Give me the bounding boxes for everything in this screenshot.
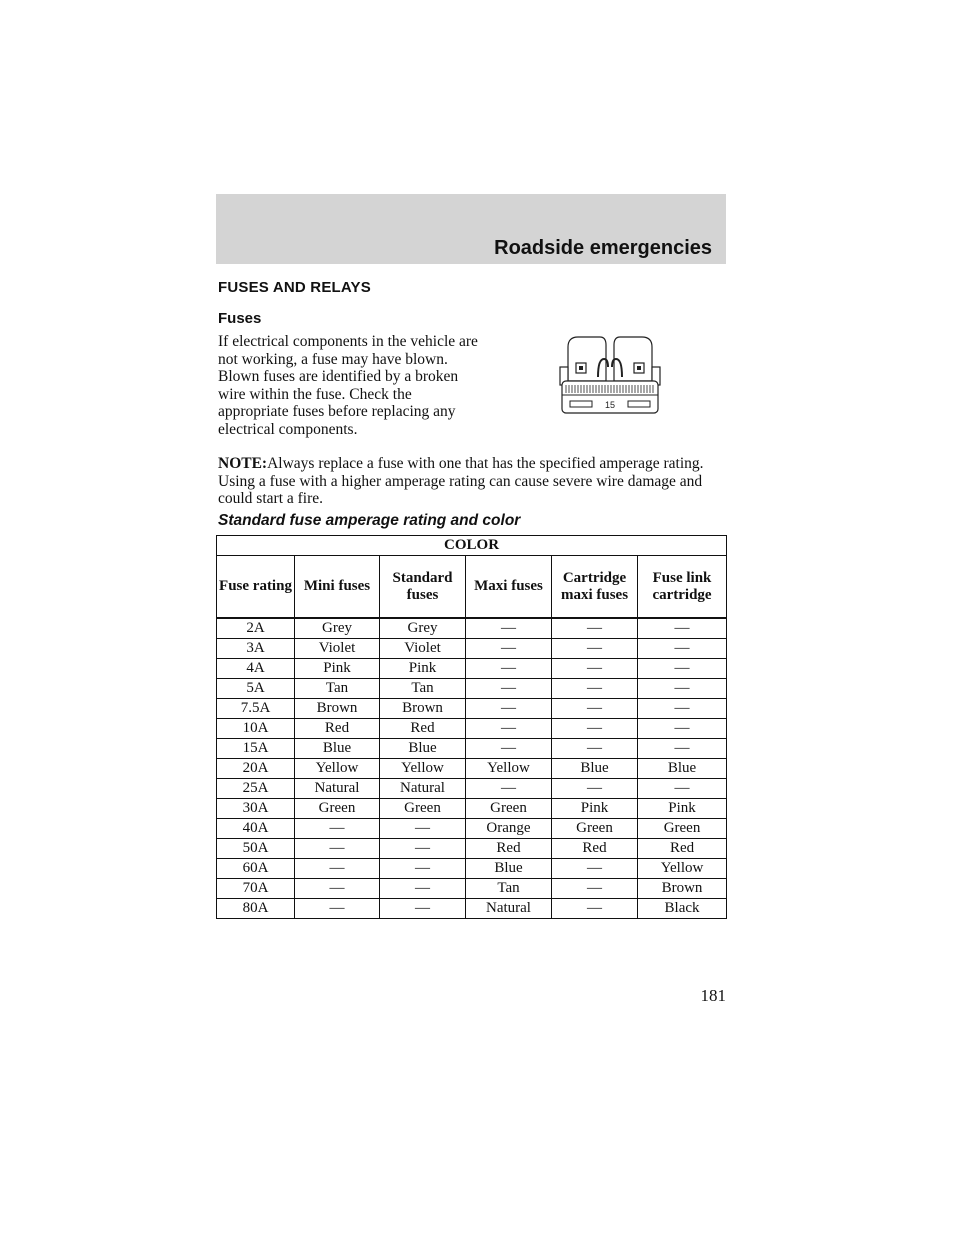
table-cell: Green bbox=[380, 799, 466, 819]
table-cell: — bbox=[295, 899, 380, 919]
column-header: Fuse link cartridge bbox=[638, 556, 727, 619]
table-row bbox=[217, 618, 727, 639]
table-cell: Violet bbox=[380, 639, 466, 659]
table-column-headers bbox=[217, 556, 727, 619]
table-cell: — bbox=[552, 739, 638, 759]
table-cell: — bbox=[552, 899, 638, 919]
table-cell: 7.5A bbox=[217, 699, 295, 719]
header-band bbox=[216, 194, 726, 264]
table-cell: 40A bbox=[217, 819, 295, 839]
table-cell: 70A bbox=[217, 879, 295, 899]
table-cell: Pink bbox=[295, 659, 380, 679]
table-cell: — bbox=[638, 679, 727, 699]
table-cell: — bbox=[552, 639, 638, 659]
table-cell: — bbox=[380, 859, 466, 879]
table-cell: — bbox=[552, 618, 638, 639]
table-cell: — bbox=[295, 859, 380, 879]
table-cell: 3A bbox=[217, 639, 295, 659]
table-cell: 60A bbox=[217, 859, 295, 879]
table-cell: — bbox=[466, 659, 552, 679]
table-cell: Blue bbox=[466, 859, 552, 879]
header-title: Roadside emergencies bbox=[494, 237, 712, 259]
table-cell: Blue bbox=[552, 759, 638, 779]
table-cell: — bbox=[638, 739, 727, 759]
note-text: Always replace a fuse with one that has the specified amperage rating. Using a fuse with a higher amperage rating can cause severe wire damage and could start a fire. bbox=[218, 455, 704, 507]
table-cell: — bbox=[380, 839, 466, 859]
table-cell: Green bbox=[466, 799, 552, 819]
table-cell: — bbox=[295, 839, 380, 859]
table-cell: — bbox=[466, 719, 552, 739]
table-cell: Green bbox=[295, 799, 380, 819]
table-cell: Black bbox=[638, 899, 727, 919]
fuse-rating-label: 15 bbox=[604, 400, 616, 410]
column-header: Mini fuses bbox=[295, 556, 380, 619]
table-cell: — bbox=[380, 879, 466, 899]
table-cell: Red bbox=[638, 839, 727, 859]
fuses-intro: If electrical components in the vehicle are not working, a fuse may have blown. Blown fuses are identified by a broken wire within the fuse. Check the appropriate fuses before replacing any electrical components. bbox=[218, 333, 478, 438]
table-row bbox=[217, 839, 727, 859]
table-group-header: COLOR bbox=[217, 536, 727, 556]
table-cell: — bbox=[295, 819, 380, 839]
table-cell: 20A bbox=[217, 759, 295, 779]
table-cell: Pink bbox=[380, 659, 466, 679]
table-cell: — bbox=[638, 618, 727, 639]
column-header: Fuse rating bbox=[217, 556, 295, 619]
table-cell: Red bbox=[466, 839, 552, 859]
table-cell: 10A bbox=[217, 719, 295, 739]
table-cell: — bbox=[466, 639, 552, 659]
table-cell: — bbox=[638, 779, 727, 799]
table-body bbox=[217, 618, 727, 919]
table-row bbox=[217, 879, 727, 899]
table-cell: — bbox=[552, 719, 638, 739]
table-row bbox=[217, 679, 727, 699]
table-cell: Tan bbox=[380, 679, 466, 699]
table-cell: Yellow bbox=[380, 759, 466, 779]
note-paragraph bbox=[218, 455, 728, 508]
table-cell: — bbox=[552, 879, 638, 899]
fuses-heading: Fuses bbox=[218, 310, 262, 327]
table-cell: Blue bbox=[380, 739, 466, 759]
table-row bbox=[217, 819, 727, 839]
table-cell: Natural bbox=[380, 779, 466, 799]
column-header: Cartridge maxi fuses bbox=[552, 556, 638, 619]
table-cell: — bbox=[638, 719, 727, 739]
table-cell: — bbox=[638, 699, 727, 719]
table-cell: 2A bbox=[217, 618, 295, 639]
table-row bbox=[217, 699, 727, 719]
table-cell: Green bbox=[552, 819, 638, 839]
table-cell: — bbox=[552, 699, 638, 719]
fuse-color-table bbox=[216, 535, 727, 919]
table-cell: Orange bbox=[466, 819, 552, 839]
table-row bbox=[217, 899, 727, 919]
table-cell: — bbox=[638, 639, 727, 659]
table-cell: Brown bbox=[295, 699, 380, 719]
table-cell: Tan bbox=[295, 679, 380, 699]
table-cell: Blue bbox=[638, 759, 727, 779]
table-row bbox=[217, 739, 727, 759]
table-cell: — bbox=[552, 779, 638, 799]
table-cell: Red bbox=[552, 839, 638, 859]
table-cell: 15A bbox=[217, 739, 295, 759]
table-row bbox=[217, 759, 727, 779]
table-row bbox=[217, 779, 727, 799]
table-cell: Red bbox=[295, 719, 380, 739]
table-cell: — bbox=[380, 899, 466, 919]
table-cell: Grey bbox=[380, 618, 466, 639]
table-cell: — bbox=[466, 679, 552, 699]
table-cell: — bbox=[552, 859, 638, 879]
page-number: 181 bbox=[700, 986, 726, 1005]
table-cell: Yellow bbox=[295, 759, 380, 779]
table-cell: — bbox=[295, 879, 380, 899]
table-cell: Tan bbox=[466, 879, 552, 899]
table-row bbox=[217, 719, 727, 739]
table-cell: Brown bbox=[638, 879, 727, 899]
table-cell: Yellow bbox=[638, 859, 727, 879]
table-cell: Red bbox=[380, 719, 466, 739]
section-heading: FUSES AND RELAYS bbox=[218, 279, 371, 296]
table-cell: 5A bbox=[217, 679, 295, 699]
table-cell: 25A bbox=[217, 779, 295, 799]
table-cell: Grey bbox=[295, 618, 380, 639]
table-cell: — bbox=[552, 679, 638, 699]
table-row bbox=[217, 859, 727, 879]
table-cell: Pink bbox=[638, 799, 727, 819]
table-cell: 50A bbox=[217, 839, 295, 859]
table-caption: Standard fuse amperage rating and color bbox=[218, 512, 521, 529]
table-cell: 30A bbox=[217, 799, 295, 819]
table-cell: Natural bbox=[466, 899, 552, 919]
table-cell: Brown bbox=[380, 699, 466, 719]
table-cell: 80A bbox=[217, 899, 295, 919]
blown-fuse-icon bbox=[558, 333, 662, 419]
table-cell: — bbox=[552, 659, 638, 679]
table-row bbox=[217, 639, 727, 659]
table-cell: — bbox=[466, 618, 552, 639]
table-row bbox=[217, 659, 727, 679]
table-cell: Green bbox=[638, 819, 727, 839]
table-cell: — bbox=[638, 659, 727, 679]
column-header: Maxi fuses bbox=[466, 556, 552, 619]
table-cell: — bbox=[466, 779, 552, 799]
table-cell: Yellow bbox=[466, 759, 552, 779]
table-cell: Violet bbox=[295, 639, 380, 659]
column-header: Standard fuses bbox=[380, 556, 466, 619]
table-cell: 4A bbox=[217, 659, 295, 679]
table-row bbox=[217, 799, 727, 819]
table-cell: Blue bbox=[295, 739, 380, 759]
note-label: NOTE: bbox=[218, 455, 268, 472]
table-cell: — bbox=[466, 699, 552, 719]
table-cell: Pink bbox=[552, 799, 638, 819]
table-cell: Natural bbox=[295, 779, 380, 799]
table-cell: — bbox=[380, 819, 466, 839]
table-cell: — bbox=[466, 739, 552, 759]
